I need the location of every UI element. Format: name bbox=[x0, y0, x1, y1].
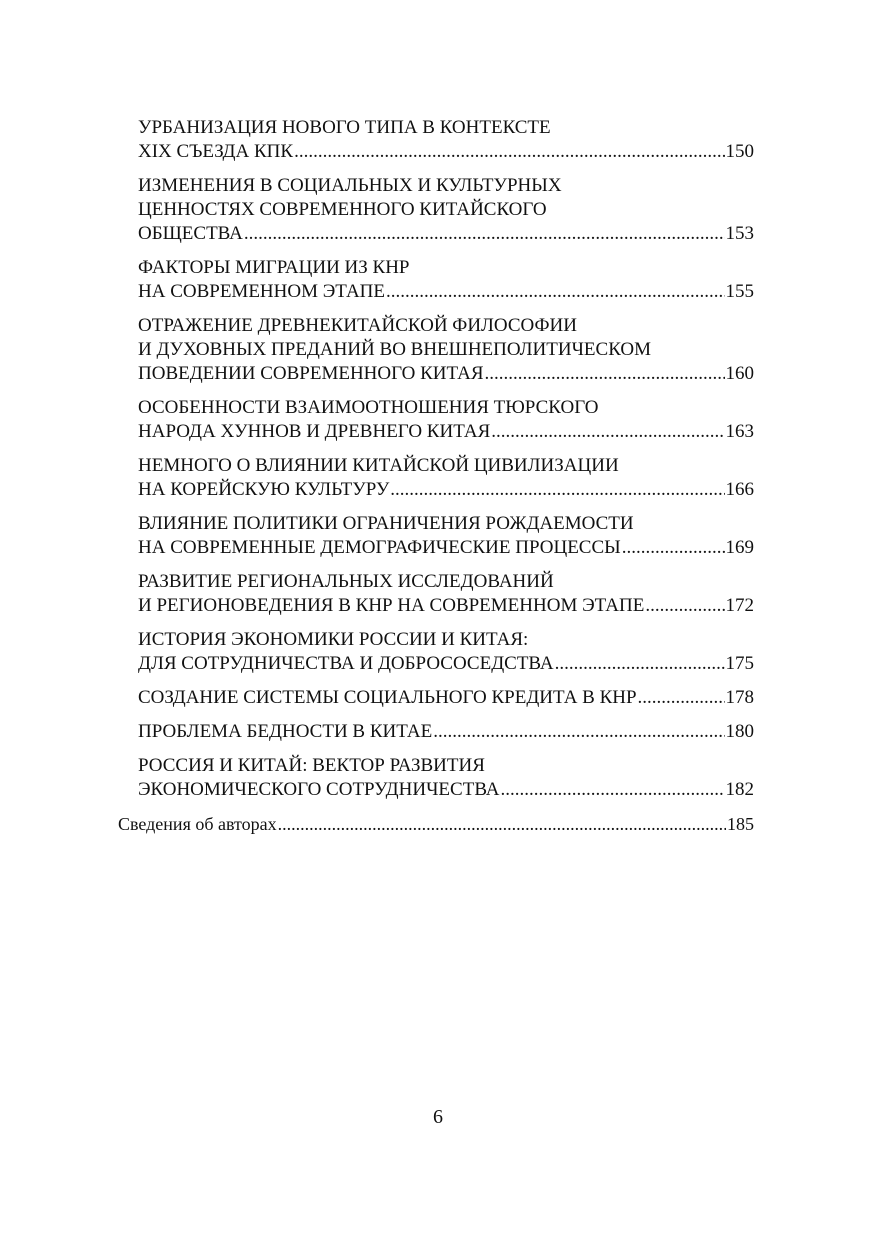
toc-entry-authors[interactable] bbox=[118, 812, 754, 836]
dot-leader bbox=[622, 536, 725, 560]
toc-entry-authors-title: Сведения об авторах bbox=[118, 814, 277, 834]
toc-entry-last-line bbox=[138, 594, 754, 618]
toc-entry-page: 172 bbox=[725, 595, 754, 616]
toc-entry-title-line: ДЛЯ СОТРУДНИЧЕСТВА И ДОБРОСОСЕДСТВА bbox=[138, 653, 554, 674]
toc-entry[interactable] bbox=[118, 314, 754, 386]
page-number: 6 bbox=[433, 1106, 443, 1128]
toc-entry-title-line: ПРОБЛЕМА БЕДНОСТИ В КИТАЕ bbox=[138, 721, 433, 742]
toc-entry-title-line: ОБЩЕСТВА bbox=[138, 223, 243, 244]
toc-entry-title-line: НАРОДА ХУННОВ И ДРЕВНЕГО КИТАЯ bbox=[138, 421, 491, 442]
toc-entry[interactable] bbox=[118, 454, 754, 502]
toc-entry-title-line: И ДУХОВНЫХ ПРЕДАНИЙ ВО ВНЕШНЕПОЛИТИЧЕСКОМ bbox=[138, 339, 652, 360]
toc-entry[interactable] bbox=[118, 754, 754, 802]
toc-entry[interactable] bbox=[118, 628, 754, 676]
toc-entry-title-line: ОТРАЖЕНИЕ ДРЕВНЕКИТАЙСКОЙ ФИЛОСОФИИ bbox=[138, 315, 577, 336]
dot-leader bbox=[645, 594, 724, 618]
toc-entry-last-line bbox=[138, 420, 754, 444]
dot-leader bbox=[491, 420, 724, 444]
toc-entry-last-line bbox=[138, 686, 754, 710]
toc-entry[interactable] bbox=[118, 570, 754, 618]
toc-entry-page: 163 bbox=[725, 421, 754, 442]
toc-entry-page: 175 bbox=[725, 653, 754, 674]
table-of-contents bbox=[118, 116, 754, 846]
toc-entry-title-line: УРБАНИЗАЦИЯ НОВОГО ТИПА В КОНТЕКСТЕ bbox=[138, 117, 551, 138]
dot-leader bbox=[638, 686, 725, 710]
toc-entry-title-line: РОССИЯ И КИТАЙ: ВЕКТОР РАЗВИТИЯ bbox=[138, 755, 485, 776]
toc-entry-last-line bbox=[138, 720, 754, 744]
toc-entry[interactable] bbox=[118, 686, 754, 710]
dot-leader bbox=[390, 478, 724, 502]
toc-entry-page: 160 bbox=[725, 363, 754, 384]
dot-leader bbox=[244, 222, 725, 246]
dot-leader bbox=[555, 652, 725, 676]
toc-entry-page: 155 bbox=[725, 281, 754, 302]
toc-entry-last-line bbox=[138, 778, 754, 802]
dot-leader bbox=[485, 362, 725, 386]
toc-entry-title-line: ОСОБЕННОСТИ ВЗАИМООТНОШЕНИЯ ТЮРСКОГО bbox=[138, 397, 599, 418]
toc-entry-authors-line bbox=[118, 812, 754, 836]
toc-entry-title-line: И РЕГИОНОВЕДЕНИЯ В КНР НА СОВРЕМЕННОМ ЭТАПЕ bbox=[138, 595, 645, 616]
toc-entry-title-line: XIX СЪЕЗДА КПК bbox=[138, 141, 294, 162]
toc-entry[interactable] bbox=[118, 174, 754, 246]
toc-entry-title-line: НА КОРЕЙСКУЮ КУЛЬТУРУ bbox=[138, 479, 390, 500]
toc-entry-title-line: ВЛИЯНИЕ ПОЛИТИКИ ОГРАНИЧЕНИЯ РОЖДАЕМОСТИ bbox=[138, 513, 634, 534]
toc-entry-page: 169 bbox=[725, 537, 754, 558]
toc-entry-title-line: РАЗВИТИЕ РЕГИОНАЛЬНЫХ ИССЛЕДОВАНИЙ bbox=[138, 571, 554, 592]
dot-leader bbox=[501, 778, 725, 802]
toc-entry-title-line: НА СОВРЕМЕННОМ ЭТАПЕ bbox=[138, 281, 385, 302]
toc-entry[interactable] bbox=[118, 512, 754, 560]
toc-entry-title-line: ЭКОНОМИЧЕСКОГО СОТРУДНИЧЕСТВА bbox=[138, 779, 500, 800]
toc-entry-page: 166 bbox=[725, 479, 754, 500]
toc-entry-authors-page: 185 bbox=[727, 814, 754, 834]
toc-entry-title-line: НЕМНОГО О ВЛИЯНИИ КИТАЙСКОЙ ЦИВИЛИЗАЦИИ bbox=[138, 455, 619, 476]
toc-entry-last-line bbox=[138, 362, 754, 386]
toc-entry-last-line bbox=[138, 222, 754, 246]
toc-entry-last-line bbox=[138, 280, 754, 304]
toc-entry[interactable] bbox=[118, 256, 754, 304]
toc-entry-last-line bbox=[138, 478, 754, 502]
dot-leader bbox=[386, 280, 725, 304]
toc-entry-title-line: НА СОВРЕМЕННЫЕ ДЕМОГРАФИЧЕСКИЕ ПРОЦЕССЫ bbox=[138, 537, 621, 558]
toc-entry-title-line: ИСТОРИЯ ЭКОНОМИКИ РОССИИ И КИТАЯ: bbox=[138, 629, 529, 650]
dot-leader bbox=[294, 140, 724, 164]
toc-entry-title-line: ЦЕННОСТЯХ СОВРЕМЕННОГО КИТАЙСКОГО bbox=[138, 199, 547, 220]
toc-entry-last-line bbox=[138, 536, 754, 560]
toc-entry-page: 180 bbox=[725, 721, 754, 742]
toc-entry-page: 150 bbox=[725, 141, 754, 162]
toc-entry[interactable] bbox=[118, 116, 754, 164]
toc-entry-title-line: ФАКТОРЫ МИГРАЦИИ ИЗ КНР bbox=[138, 257, 410, 278]
toc-entry[interactable] bbox=[118, 396, 754, 444]
toc-entry-page: 178 bbox=[725, 687, 754, 708]
dot-leader bbox=[433, 720, 724, 744]
toc-entry-page: 182 bbox=[725, 779, 754, 800]
toc-entry-last-line bbox=[138, 652, 754, 676]
toc-entry-last-line bbox=[138, 140, 754, 164]
toc-entry-title-line: СОЗДАНИЕ СИСТЕМЫ СОЦИАЛЬНОГО КРЕДИТА В КНР bbox=[138, 687, 637, 708]
toc-entry[interactable] bbox=[118, 720, 754, 744]
toc-entry-title-line: ИЗМЕНЕНИЯ В СОЦИАЛЬНЫХ И КУЛЬТУРНЫХ bbox=[138, 175, 562, 196]
toc-entry-list bbox=[118, 116, 754, 802]
toc-entry-title-line: ПОВЕДЕНИИ СОВРЕМЕННОГО КИТАЯ bbox=[138, 363, 484, 384]
dot-leader bbox=[278, 812, 726, 836]
toc-entry-page: 153 bbox=[725, 223, 754, 244]
